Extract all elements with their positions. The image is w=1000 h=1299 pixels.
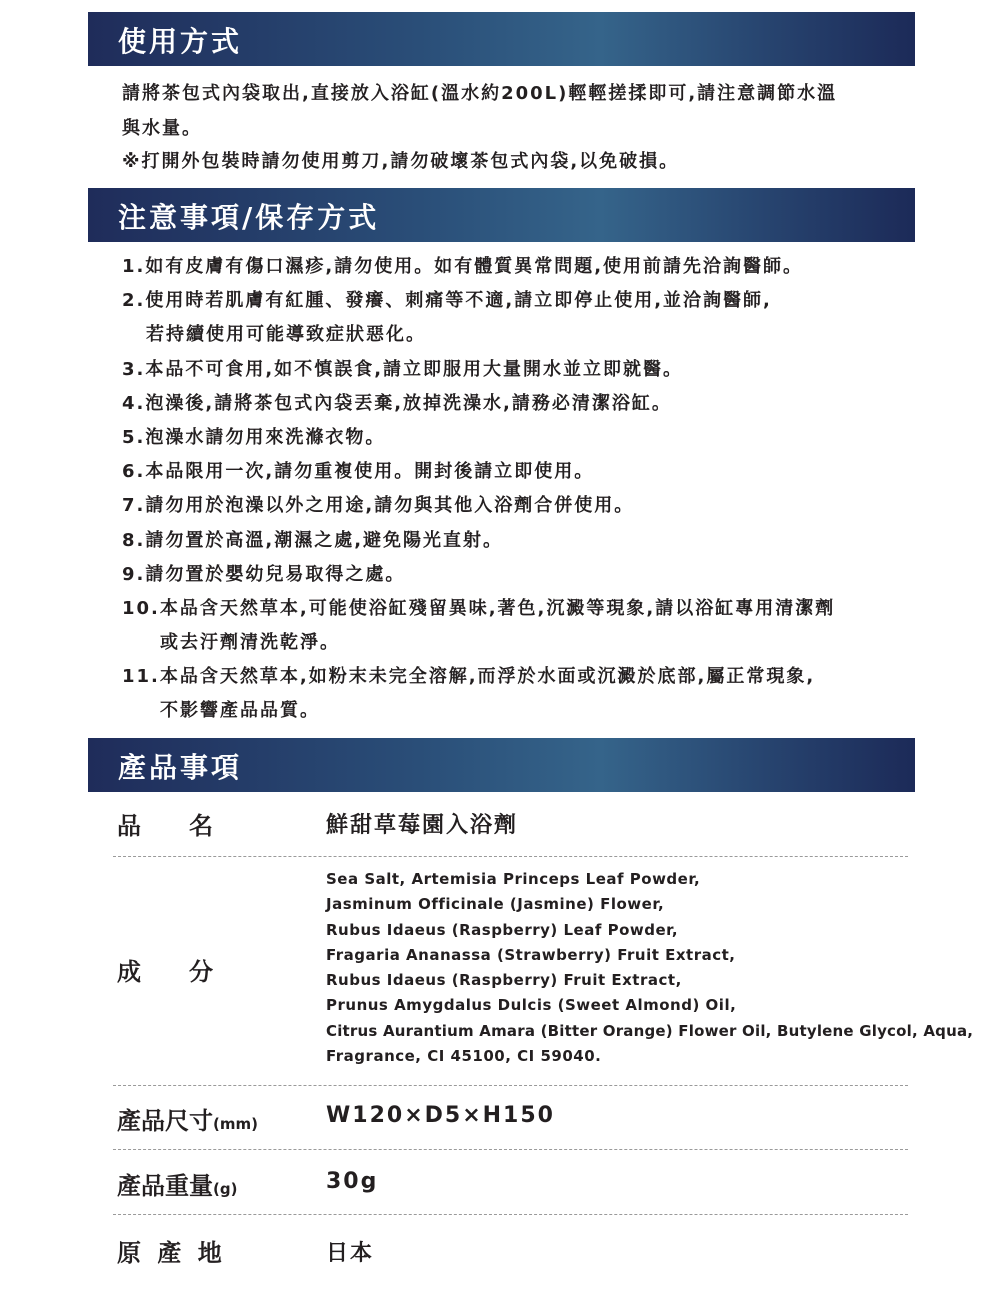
notice-item: 9.請勿置於嬰幼兒易取得之處。: [122, 563, 406, 585]
product-size-unit: (mm): [213, 1115, 258, 1133]
notice-item-continuation: 若持續使用可能導致症狀惡化。: [146, 324, 426, 346]
usage-section-banner: [88, 12, 915, 66]
ingredient-line: Prunus Amygdalus Dulcis (Sweet Almond) Oil,: [326, 996, 737, 1015]
spec-divider: [113, 1149, 908, 1150]
ingredient-line: Rubus Idaeus (Raspberry) Leaf Powder,: [326, 920, 679, 939]
product-weight-label: [117, 1166, 237, 1201]
ingredient-line: Rubus Idaeus (Raspberry) Fruit Extract,: [326, 971, 682, 990]
product-section-title: 產品事項: [118, 751, 243, 784]
notice-item: 2.使用時若肌膚有紅腫、發癢、刺痛等不適,請立即停止使用,並洽詢醫師,: [122, 290, 772, 312]
ingredient-line: Citrus Aurantium Amara (Bitter Orange) Flower Oil, Butylene Glycol, Aqua,: [326, 1021, 974, 1040]
spec-divider: [113, 1214, 908, 1215]
ingredient-line: Jasminum Officinale (Jasmine) Flower,: [326, 895, 665, 914]
notice-item-continuation: 不影響產品品質。: [160, 700, 320, 722]
notice-item: 10.本品含天然草本,可能使浴缸殘留異味,著色,沉澱等現象,請以浴缸專用清潔劑: [122, 597, 836, 619]
spec-divider: [113, 1085, 908, 1086]
notice-item: 11.本品含天然草本,如粉末未完全溶解,而浮於水面或沉澱於底部,屬正常現象,: [122, 666, 816, 688]
ingredient-line: Sea Salt, Artemisia Princeps Leaf Powder,: [326, 870, 701, 888]
product-size-label-text: 產品尺寸: [117, 1107, 213, 1135]
ingredient-line: Fragrance, CI 45100, CI 59040.: [326, 1047, 602, 1066]
ingredient-line: Fragaria Ananassa (Strawberry) Fruit Extract,: [326, 945, 736, 964]
product-weight-unit: (g): [213, 1180, 238, 1198]
product-name-value: 鮮甜草莓園入浴劑: [326, 813, 519, 838]
origin-value: 日本: [326, 1241, 375, 1266]
notice-item-continuation: 或去汙劑清洗乾淨。: [160, 632, 340, 654]
ingredients-label: 成 分: [117, 958, 213, 986]
spec-divider: [113, 856, 908, 857]
product-size-value: W120×D5×H150: [326, 1103, 555, 1128]
notice-item: 5.泡澡水請勿用來洗滌衣物。: [122, 426, 386, 448]
usage-instructions-line-1: 請將茶包式內袋取出,直接放入浴缸(溫水約200L)輕輕搓揉即可,請注意調節水溫: [122, 83, 838, 104]
notice-item: 7.請勿用於泡澡以外之用途,請勿與其他入浴劑合併使用。: [122, 495, 635, 517]
notices-section-banner: [88, 188, 915, 242]
product-section-banner: [88, 738, 915, 792]
product-size-label: [117, 1101, 258, 1136]
usage-warning-line: ※打開外包裝時請勿使用剪刀,請勿破壞茶包式內袋,以免破損。: [122, 151, 680, 172]
notices-list: [122, 252, 912, 731]
notice-item: 1.如有皮膚有傷口濕疹,請勿使用。如有體質異常問題,使用前請先洽詢醫師。: [122, 256, 804, 277]
origin-label: 原 產 地: [117, 1239, 226, 1267]
usage-section-title: 使用方式: [118, 25, 243, 58]
usage-instructions-line-2: 與水量。: [122, 118, 202, 139]
product-weight-label-text: 產品重量: [117, 1172, 213, 1200]
notice-item: 3.本品不可食用,如不慎誤食,請立即服用大量開水並立即就醫。: [122, 358, 684, 380]
notice-item: 6.本品限用一次,請勿重複使用。開封後請立即使用。: [122, 461, 595, 483]
ingredients-list: [326, 870, 973, 1072]
product-weight-value: 30g: [326, 1169, 379, 1194]
notice-item: 4.泡澡後,請將茶包式內袋丟棄,放掉洗澡水,請務必清潔浴缸。: [122, 392, 672, 414]
notices-section-title: 注意事項/保存方式: [118, 201, 380, 234]
notice-item: 8.請勿置於高溫,潮濕之處,避免陽光直射。: [122, 529, 504, 551]
product-name-label: 品 名: [117, 812, 213, 840]
